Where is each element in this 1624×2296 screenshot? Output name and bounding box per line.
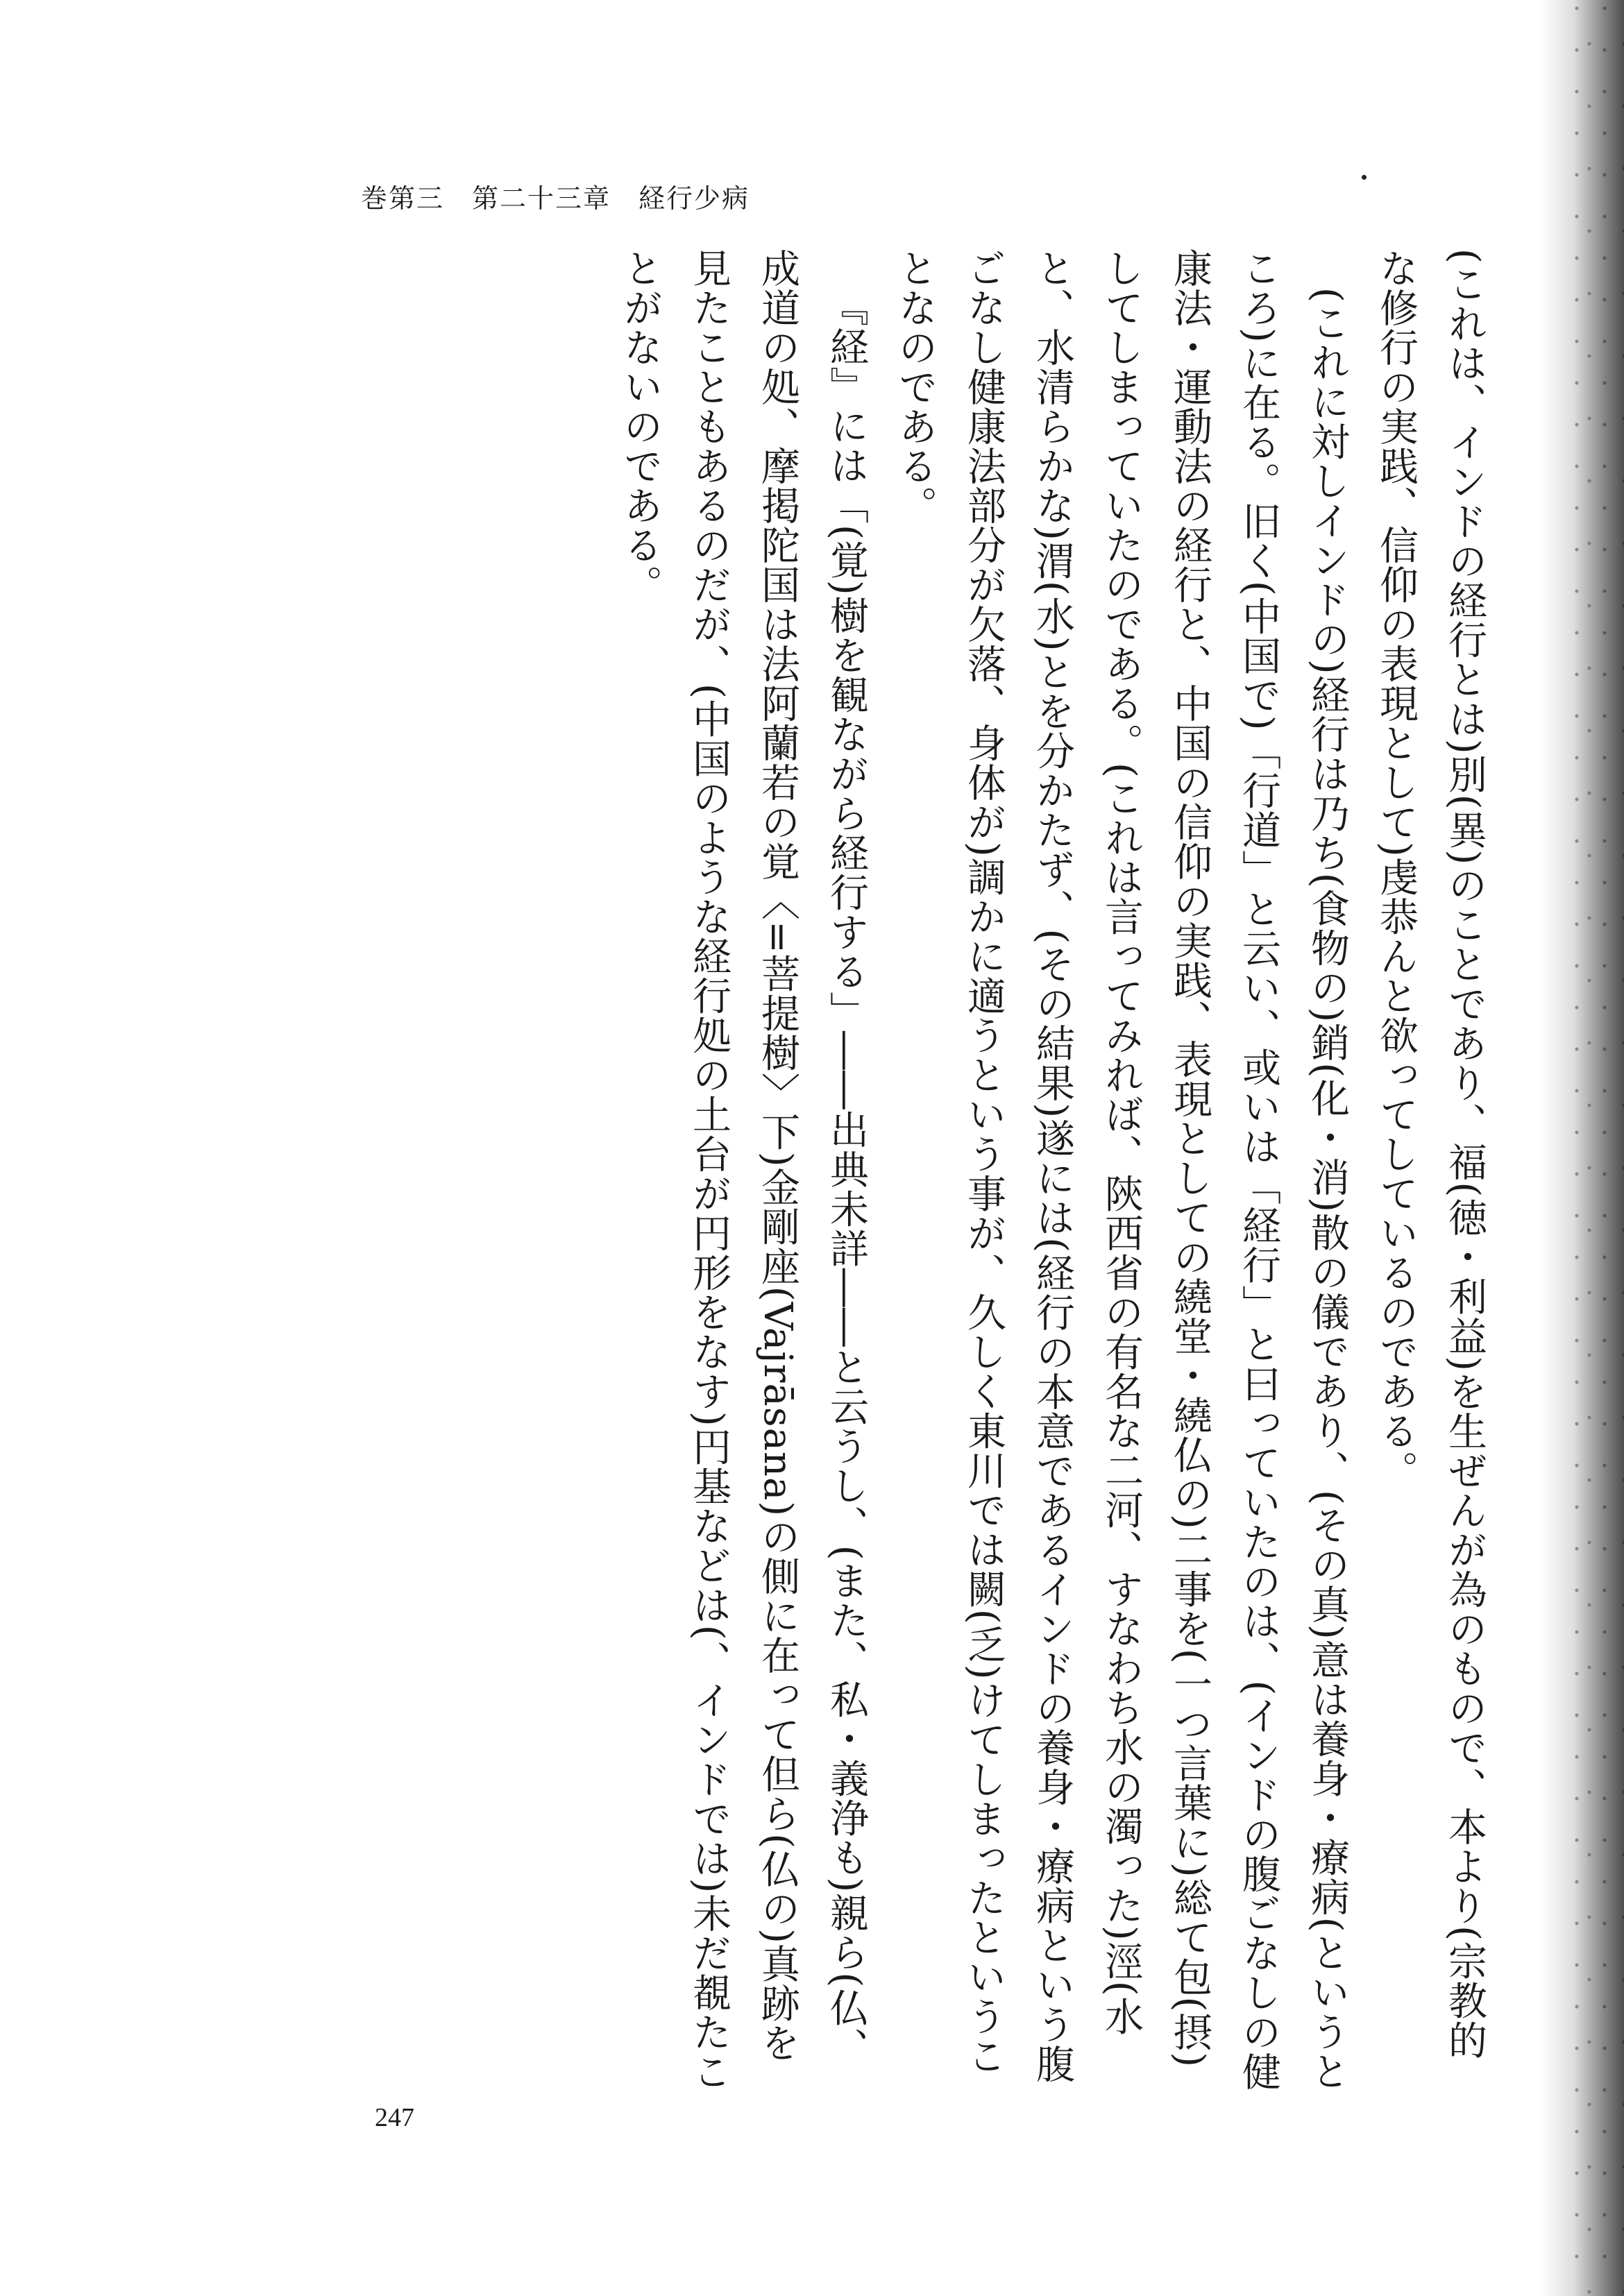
paragraph-1: (これは、インドの経行とは)別(異)のことであり、福(徳・利益)を生ぜんが為のもので、本より(宗教的な修行の実践、信仰の表現として)虔恭んと欲ってしているのである。: [1373, 248, 1487, 2060]
running-header: 巻第三 第二十三章 経行少病: [361, 183, 750, 214]
paragraph-3: 『経』には「(覚)樹を観ながら経行する」――出典未詳――と云うし、(また、私・義浄も)親ら(仏、成道の処、摩掲陀国は法阿蘭若の覚〈=菩提樹〉下)金剛座(Vajrāsana)の側に在って但ら(仏の)真跡を見たこともあるのだが、(中国のような経行処の土台が円形をなす)円基などは(、インドでは)未だ覩たことがないのである。: [618, 248, 869, 2092]
paragraph-2: (これに対しインドの)経行は乃ち(食物の)銷(化・消)散の儀であり、(その真)意は養身・療病(というところ)に在る。旧く(中国で)「行道」と云い、或いは「経行」と曰っていたのは、(インドの腹ごなしの健康法・運動法の経行と、中国の信仰の実践、表現としての繞堂・繞仏の)二事を(一つ言葉に)総て包(摂)してしまっていたのである。(これは言ってみれば、陝西省の有名な二河、すなわち水の濁った)涇(水と、水清らかな)渭(水)とを分かたず、(その結果)遂には(経行の本意であるインドの養身・療病という腹ごなし健康法部分が欠落、身体が)調かに適うという事が、久しく東川では闕(乏)けてしまったということなのである。: [893, 248, 1350, 2092]
main-text-column: [618, 248, 1499, 2094]
page-edge-specks: [1568, 0, 1624, 2296]
page-number: 247: [375, 2103, 414, 2132]
scan-speck: [1362, 175, 1367, 180]
